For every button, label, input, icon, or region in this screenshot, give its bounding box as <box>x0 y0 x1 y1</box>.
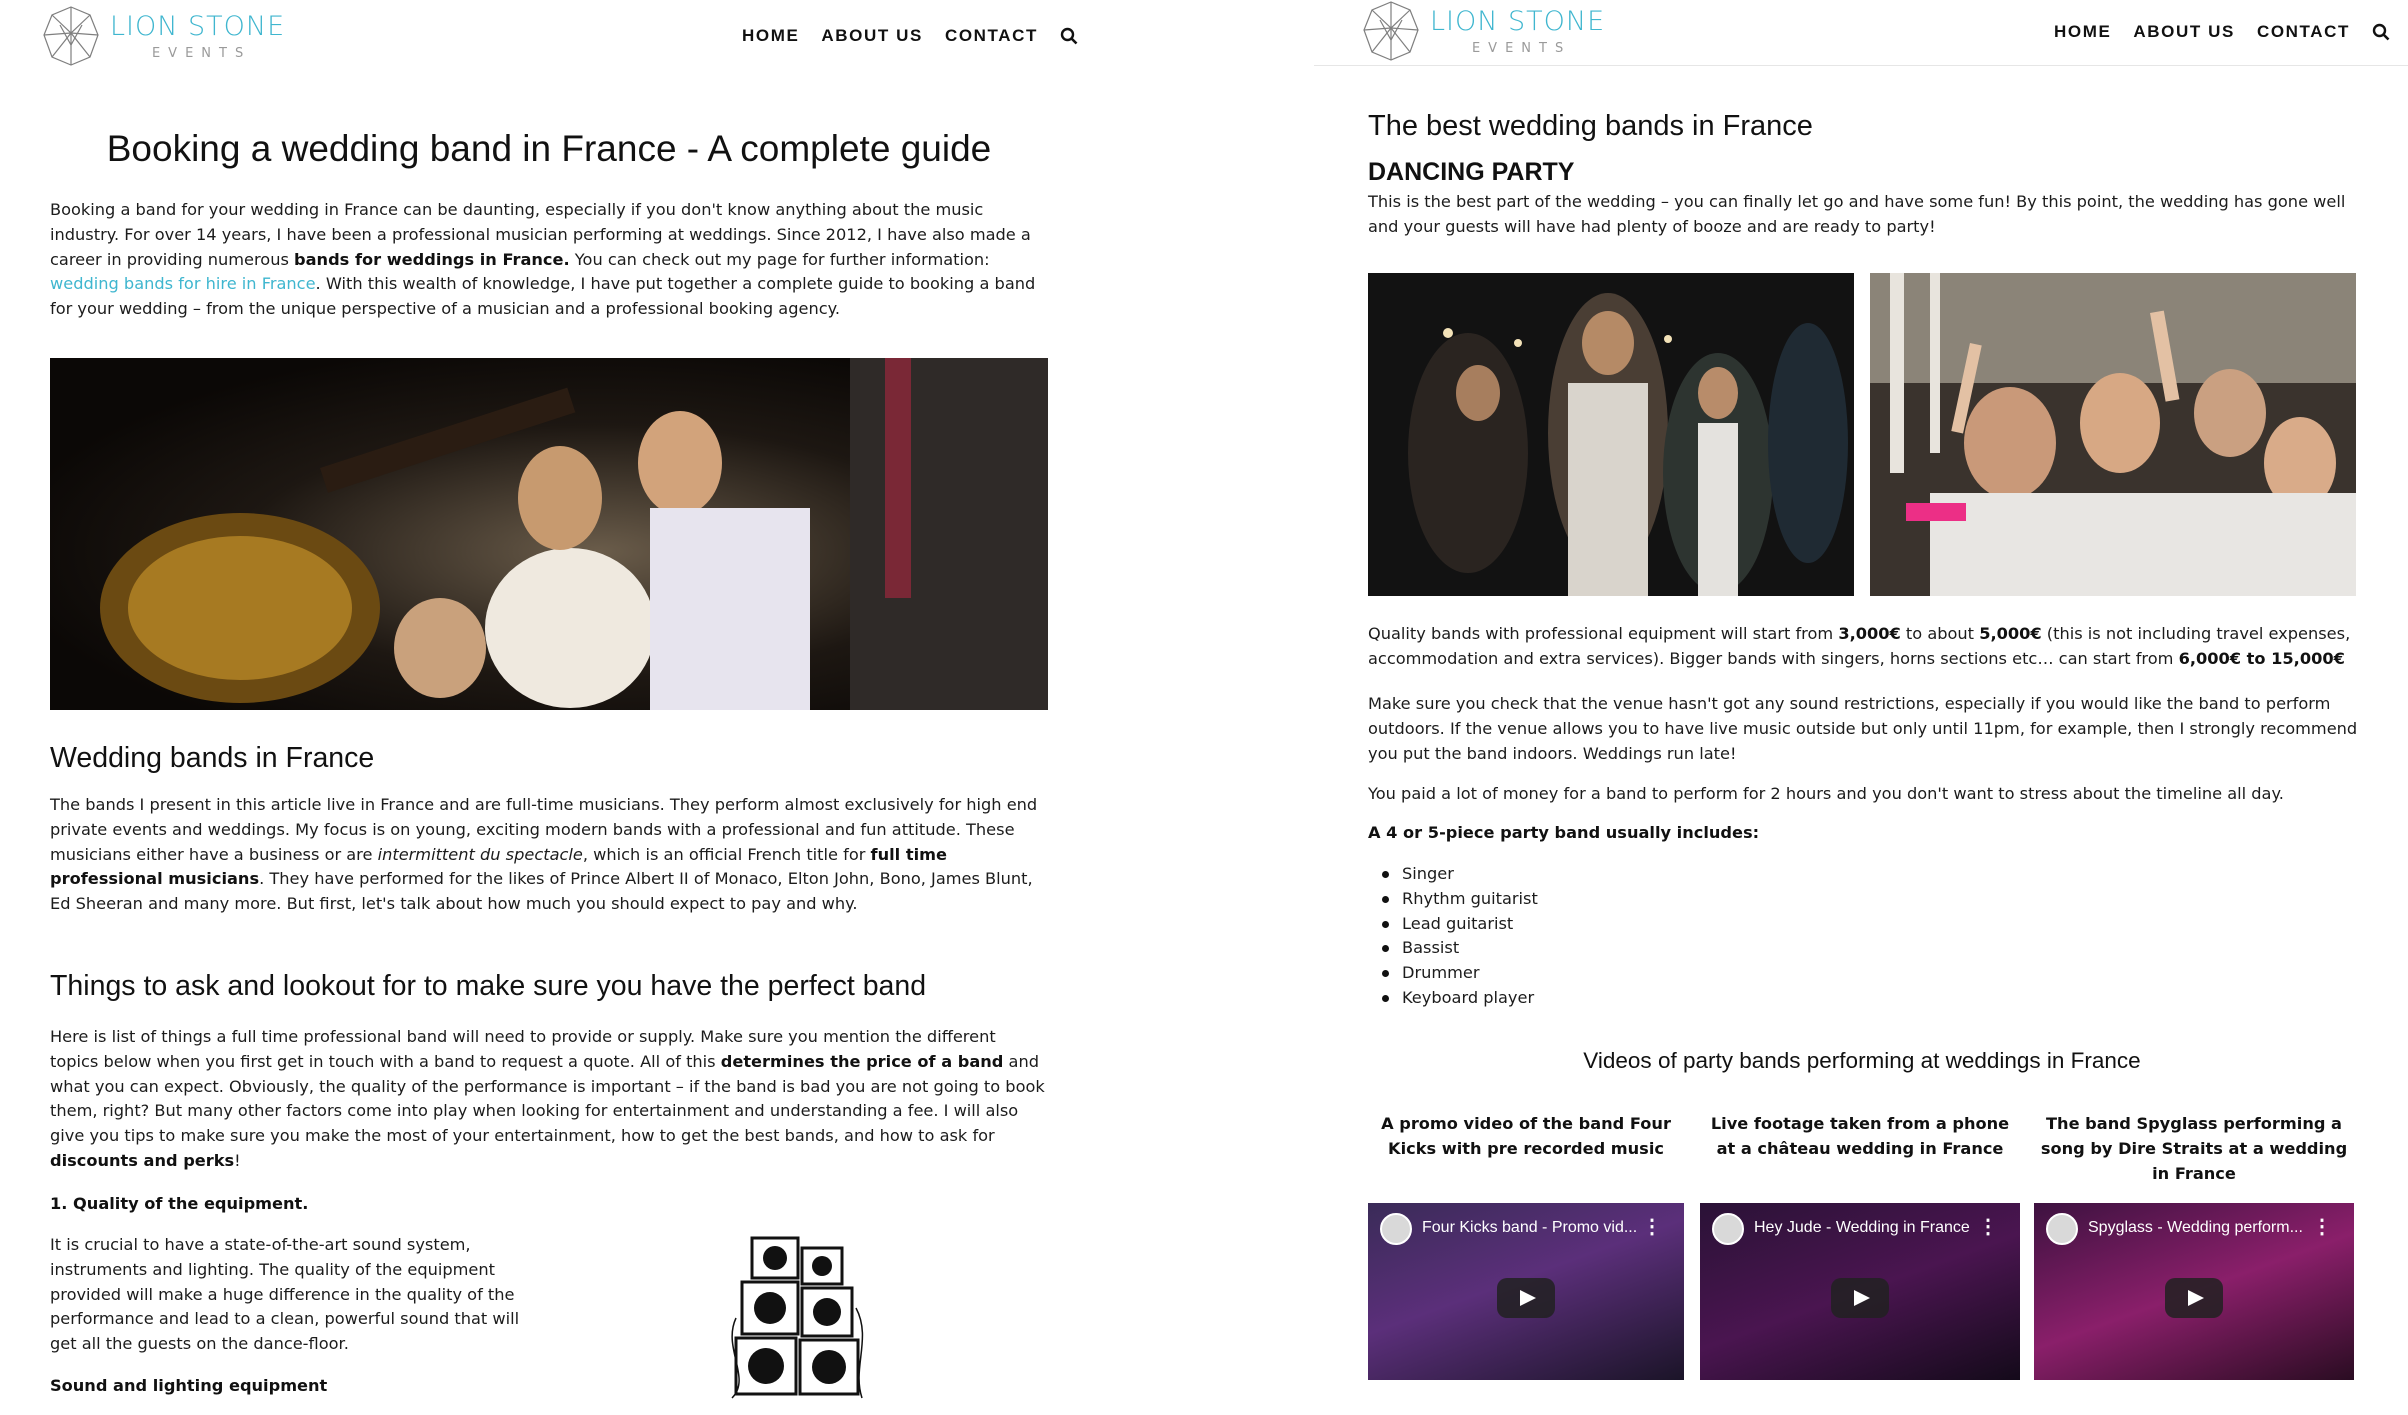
brand-sub: EVENTS <box>151 45 252 61</box>
nav-home[interactable]: HOME <box>2054 22 2112 41</box>
channel-avatar <box>2046 1213 2078 1245</box>
main-nav <box>742 26 1078 46</box>
more-options-icon[interactable]: ⋮ <box>1978 1216 1998 1238</box>
section1-paragraph: The bands I present in this article live in France and are full-time musicians. They perform almost exclusively for high end private events and weddings. My focus is on young, exciting modern bands with a professional and fun attitude. These musicians either have a business or are intermittent du spectacle, which is an official French title for full time professional musicians. They have performed for the likes of Prince Albert II of Monaco, Elton John, Bono, James Blunt, Ed Sheeran and many more. But first, let's talk about how much you should expect to pay and why. <box>50 795 1038 914</box>
brand-name: LION STONE <box>110 10 286 42</box>
section2-paragraph: Here is list of things a full time professional band will need to provide or supply. Make sure you mention the different topics below when you first get in touch with a band to request a quote. All of this determines the price of a band and what you can expect. Obviously, the quality of the performance is important – if the band is bad you are not going to book them, right? But many other factors come into play when looking for entertainment and understanding a fee. I will also give you tips to make sure you make the most of your entertainment, how to get the best bands, and how to ask for discounts and perks! <box>50 1027 1045 1170</box>
right-page <box>1314 0 2408 1415</box>
site-logo[interactable] <box>40 3 285 69</box>
price-paragraph: Quality bands with professional equipment will start from 3,000€ to about 5,000€ (this is not including travel expenses, accommodation and extra services). Bigger bands with singers, horns sections etc… can start from 6,000€ to 15,000€ <box>1368 624 2351 668</box>
hero-image-band-kiss <box>50 358 1048 710</box>
video-player-spyglass[interactable] <box>2034 1203 2354 1380</box>
site-logo-right[interactable] <box>1360 0 1605 64</box>
band-members-list <box>1368 862 1968 1011</box>
brand-name: LION STONE <box>1430 5 1606 37</box>
dancing-party-heading: DANCING PARTY <box>1368 158 1575 186</box>
channel-avatar <box>1712 1213 1744 1245</box>
includes-heading: A 4 or 5-piece party band usually includes: <box>1368 823 1760 842</box>
list-item: Drummer <box>1368 961 1968 986</box>
video-title[interactable]: Hey Jude - Wedding in France <box>1754 1219 1970 1236</box>
nav-about-us[interactable]: ABOUT US <box>2133 22 2235 41</box>
page-title-right: The best wedding bands in France <box>1368 110 1813 142</box>
nav-contact[interactable]: CONTACT <box>2256 22 2351 41</box>
dance-photo-right <box>1870 273 2356 596</box>
site-header <box>0 0 1300 66</box>
video-caption-3: The band Spyglass performing a song by Dire Straits at a wedding in France <box>2040 1114 2348 1183</box>
more-options-icon[interactable]: ⋮ <box>1642 1216 1662 1238</box>
site-header-right <box>1314 0 2408 66</box>
play-icon[interactable] <box>1497 1278 1555 1318</box>
quality-heading: 1. Quality of the equipment. <box>50 1194 309 1213</box>
nav-about-us[interactable]: ABOUT US <box>821 26 923 45</box>
video-title[interactable]: Four Kicks band - Promo vid... <box>1422 1219 1638 1236</box>
sound-lighting-heading: Sound and lighting equipment <box>50 1376 328 1395</box>
lion-logo-icon <box>1360 0 1422 64</box>
venue-paragraph: Make sure you check that the venue hasn't got any sound restrictions, especially if you would like the band to perform outdoors. If the venue allows you to have live music outside but only until 11pm, for example, then I strongly recommend you put the band indoors. Weddings run late! <box>1368 694 2358 763</box>
intro-paragraph: Booking a band for your wedding in France can be daunting, especially if you don't know anything about the music industry. For over 14 years, I have been a professional musician performing at weddings. Since 2012, I have also made a career in providing numerous bands for weddings in France. You can check out my page for further information: wedding bands for hire in France. With this wealth of knowledge, I have put together a complete guide to booking a band for your wedding – from the unique perspective of a musician and a professional booking agency. <box>50 200 1036 319</box>
brand-sub: EVENTS <box>1471 40 1572 56</box>
video-caption-1: A promo video of the band Four Kicks with pre recorded music <box>1381 1114 1671 1158</box>
video-caption-2: Live footage taken from a phone at a château wedding in France <box>1710 1114 2010 1158</box>
video-player-hey-jude[interactable] <box>1700 1203 2020 1380</box>
quality-paragraph: It is crucial to have a state-of-the-art sound system, instruments and lighting. The quality of the equipment provided will make a huge difference in the quality of the performance and lead to a clean, powerful sound that will get all the guests on the dance-floor. <box>50 1235 520 1354</box>
channel-avatar <box>1380 1213 1412 1245</box>
section-heading-things-to-ask: Things to ask and lookout for to make sure you have the perfect band <box>50 970 927 1002</box>
videos-heading: Videos of party bands performing at weddings in France <box>1583 1048 2141 1073</box>
section-heading-wedding-bands: Wedding bands in France <box>50 742 375 774</box>
list-item: Lead guitarist <box>1368 912 1968 937</box>
dancing-intro-paragraph: This is the best part of the wedding – you can finally let go and have some fun! By this point, the wedding has gone well and your guests will have had plenty of booze and are ready to party! <box>1368 192 2346 236</box>
speaker-stack-icon <box>722 1228 872 1408</box>
main-nav-right <box>2054 22 2390 42</box>
list-item: Rhythm guitarist <box>1368 887 1968 912</box>
play-icon[interactable] <box>2165 1278 2223 1318</box>
page-title: Booking a wedding band in France - A complete guide <box>106 128 992 169</box>
play-icon[interactable] <box>1831 1278 1889 1318</box>
list-item: Bassist <box>1368 936 1968 961</box>
list-item: Singer <box>1368 862 1968 887</box>
dance-photo-left <box>1368 273 1854 596</box>
nav-contact[interactable]: CONTACT <box>944 26 1039 45</box>
search-icon[interactable] <box>2372 23 2390 41</box>
list-item: Keyboard player <box>1368 986 1968 1011</box>
video-title[interactable]: Spyglass - Wedding perform... <box>2088 1219 2303 1236</box>
video-player-four-kicks[interactable] <box>1368 1203 1684 1380</box>
timeline-paragraph: You paid a lot of money for a band to perform for 2 hours and you don't want to stress about the timeline all day. <box>1368 784 2284 803</box>
wedding-bands-link[interactable]: wedding bands for hire in France <box>50 274 316 294</box>
more-options-icon[interactable]: ⋮ <box>2312 1216 2332 1238</box>
lion-logo-icon <box>40 3 102 69</box>
nav-home[interactable]: HOME <box>742 26 800 45</box>
search-icon[interactable] <box>1060 27 1078 45</box>
